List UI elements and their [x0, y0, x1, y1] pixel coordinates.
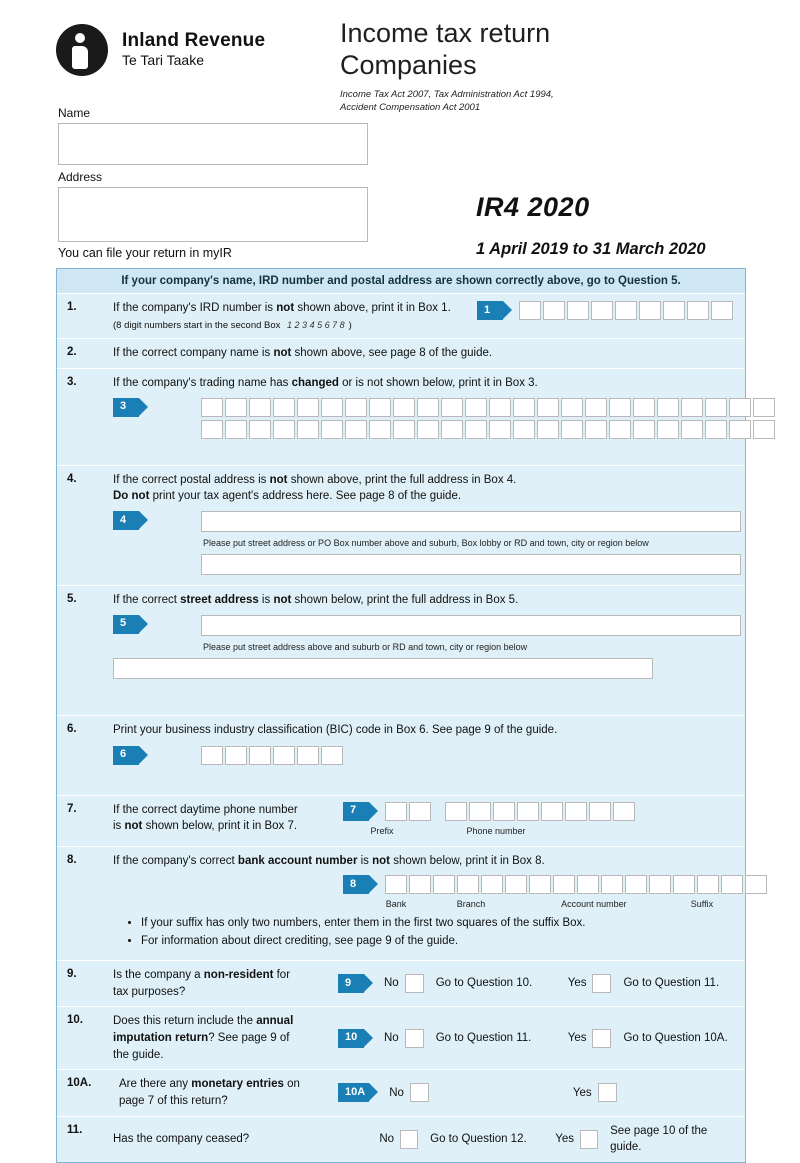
- trading-name-cell[interactable]: [417, 398, 439, 417]
- question-9-number: 9.: [67, 967, 77, 980]
- trading-name-cell[interactable]: [657, 420, 679, 439]
- bic-cell[interactable]: [249, 746, 271, 765]
- question-5-number: 5.: [67, 593, 77, 606]
- trading-name-cell[interactable]: [657, 398, 679, 417]
- ird-cell[interactable]: [519, 301, 541, 320]
- trading-name-row-2[interactable]: [201, 420, 777, 439]
- question-11-no-checkbox[interactable]: [400, 1130, 418, 1149]
- trading-name-cell[interactable]: [321, 398, 343, 417]
- ird-cell[interactable]: [663, 301, 685, 320]
- question-7: [57, 796, 745, 847]
- question-9-text-line2: tax purposes?: [113, 985, 186, 998]
- trading-name-cell[interactable]: [465, 420, 487, 439]
- box-5-tag: 5: [113, 615, 139, 634]
- suffix-caption: Suffix: [690, 899, 714, 910]
- trading-name-cell[interactable]: [393, 398, 415, 417]
- box-9-tag: 9: [338, 974, 364, 993]
- question-1-text: If the company's IRD number is not shown above, print it in Box 1.: [113, 302, 451, 314]
- question-10a-text-line2: page 7 of this return?: [119, 1094, 228, 1107]
- phone-cell[interactable]: [565, 802, 587, 821]
- org-name-maori: Te Tari Taake: [122, 52, 204, 69]
- question-7-number: 7.: [67, 802, 77, 815]
- bank-cell[interactable]: [385, 875, 407, 894]
- phone-caption: Phone number: [466, 825, 526, 836]
- trading-name-cell[interactable]: [297, 398, 319, 417]
- account-cell[interactable]: [577, 875, 599, 894]
- box-3-tag: 3: [113, 398, 139, 417]
- suffix-cells[interactable]: [697, 875, 769, 894]
- question-8-bullet-2: • For information about direct crediting, see page 9 of the guide.: [141, 933, 735, 950]
- trading-name-cell[interactable]: [513, 420, 535, 439]
- trading-name-cell[interactable]: [297, 420, 319, 439]
- question-11-yes-action: See page 10 of the guide.: [610, 1124, 708, 1154]
- account-cell[interactable]: [625, 875, 647, 894]
- phone-number-cells[interactable]: [445, 802, 637, 821]
- trading-name-cell[interactable]: [489, 420, 511, 439]
- address-label: Address: [58, 170, 103, 184]
- question-1-subtext: (8 digit numbers start in the second Box 1 2 3 4 5 6 7 8 ): [113, 319, 352, 331]
- phone-cell[interactable]: [541, 802, 563, 821]
- question-10a-text-line1: Are there any monetary entries on: [119, 1078, 300, 1091]
- trading-name-cell[interactable]: [681, 420, 703, 439]
- trading-name-cell[interactable]: [537, 398, 559, 417]
- account-cell[interactable]: [649, 875, 671, 894]
- question-11: [57, 1117, 745, 1162]
- question-2-number: 2.: [67, 346, 77, 359]
- question-10-text-line2: imputation return? See page 9 of: [113, 1031, 290, 1044]
- question-4-number: 4.: [67, 472, 77, 485]
- box-8-tag: 8: [343, 875, 369, 894]
- trading-name-cell[interactable]: [465, 398, 487, 417]
- prefix-caption: Prefix: [370, 825, 394, 836]
- question-11-text: Has the company ceased?: [113, 1132, 250, 1145]
- account-cell[interactable]: [529, 875, 551, 894]
- question-8-bullet-1: • If your suffix has only two numbers, enter them in the first two squares of the suffix Box.: [141, 915, 735, 932]
- question-6-number: 6.: [67, 722, 77, 735]
- ird-cell[interactable]: [567, 301, 589, 320]
- trading-name-cell[interactable]: [201, 420, 223, 439]
- questions-table: [56, 268, 746, 1163]
- trading-name-cell[interactable]: [705, 398, 727, 417]
- trading-name-cell[interactable]: [681, 398, 703, 417]
- question-3-text: If the company's trading name has changed or is not shown below, print it in Box 3.: [113, 377, 538, 390]
- account-cell[interactable]: [553, 875, 575, 894]
- bank-caption: Bank: [385, 899, 407, 910]
- org-name: Inland Revenue: [122, 30, 266, 52]
- question-4: [57, 466, 745, 586]
- question-11-number: 11.: [67, 1123, 83, 1136]
- trading-name-cell[interactable]: [345, 420, 367, 439]
- trading-name-cell[interactable]: [225, 398, 247, 417]
- branch-cell[interactable]: [481, 875, 503, 894]
- trading-name-cell[interactable]: [633, 420, 655, 439]
- question-10-text-line1: Does this return include the annual: [113, 1015, 294, 1028]
- myir-note: You can file your return in myIR: [58, 246, 232, 260]
- koru-logo-icon: [56, 24, 108, 76]
- question-10-yes-label: Yes: [567, 1031, 587, 1044]
- question-11-yes-checkbox[interactable]: [580, 1130, 598, 1149]
- trading-name-cell[interactable]: [201, 398, 223, 417]
- trading-name-cell[interactable]: [249, 420, 271, 439]
- form-title-line1: Income tax return: [340, 18, 551, 48]
- question-6: [57, 716, 745, 796]
- account-number-caption: Account number: [561, 899, 627, 910]
- bic-cell[interactable]: [321, 746, 343, 765]
- question-5-text: If the correct street address is not shown below, print the full address in Box 5.: [113, 594, 519, 607]
- question-10a-no-checkbox[interactable]: [410, 1083, 429, 1102]
- trading-name-cell[interactable]: [729, 420, 751, 439]
- ird-cell[interactable]: [615, 301, 637, 320]
- prefix-cell[interactable]: [409, 802, 431, 821]
- question-9-no-label: No: [384, 977, 399, 990]
- question-9-yes-action: Go to Question 11.: [623, 977, 720, 990]
- question-10-no-label: No: [384, 1031, 399, 1044]
- trading-name-cell[interactable]: [753, 420, 775, 439]
- branch-cell[interactable]: [433, 875, 455, 894]
- suffix-cell[interactable]: [721, 875, 743, 894]
- banner-note: If your company's name, IRD number and postal address are shown correctly above, go to Question 5.: [57, 269, 745, 294]
- box-7-tag: 7: [343, 802, 369, 821]
- form-title-line2: Companies: [340, 49, 477, 80]
- trading-name-cell[interactable]: [705, 420, 727, 439]
- question-3: [57, 369, 745, 466]
- question-10-no-checkbox[interactable]: [405, 1029, 424, 1048]
- question-10a-yes-checkbox[interactable]: [598, 1083, 617, 1102]
- question-9-yes-checkbox[interactable]: [592, 974, 611, 993]
- name-label: Name: [58, 106, 91, 120]
- question-9-yes-label: Yes: [567, 977, 587, 990]
- question-10a-number: 10A.: [67, 1077, 92, 1090]
- ird-cell[interactable]: [687, 301, 709, 320]
- ird-cell[interactable]: [543, 301, 565, 320]
- trading-name-cell[interactable]: [585, 420, 607, 439]
- phone-cell[interactable]: [589, 802, 611, 821]
- phone-cell[interactable]: [445, 802, 467, 821]
- ird-cell[interactable]: [591, 301, 613, 320]
- trading-name-cell[interactable]: [561, 398, 583, 417]
- trading-name-cell[interactable]: [393, 420, 415, 439]
- trading-name-cell[interactable]: [321, 420, 343, 439]
- question-11-yes-label: Yes: [555, 1132, 575, 1145]
- street-address-line-2[interactable]: [113, 658, 653, 679]
- address-input[interactable]: [58, 187, 368, 242]
- name-input[interactable]: [58, 123, 368, 165]
- name-field-group: [58, 106, 368, 165]
- trading-name-cell[interactable]: [441, 398, 463, 417]
- trading-name-cell[interactable]: [225, 420, 247, 439]
- suffix-cell[interactable]: [697, 875, 719, 894]
- trading-name-cell[interactable]: [513, 398, 535, 417]
- trading-name-cell[interactable]: [585, 398, 607, 417]
- trading-name-cell[interactable]: [753, 398, 775, 417]
- phone-cell[interactable]: [469, 802, 491, 821]
- question-5: [57, 586, 745, 716]
- bank-cells[interactable]: [385, 875, 433, 894]
- question-1: [57, 294, 745, 339]
- question-9-text-line1: Is the company a non-resident for: [113, 968, 291, 981]
- bic-code-cells[interactable]: [201, 746, 345, 765]
- question-10-no-action: Go to Question 11.: [435, 1031, 532, 1044]
- ird-cell[interactable]: [639, 301, 661, 320]
- question-6-text: Print your business industry classification (BIC) code in Box 6. See page 9 of the guide.: [113, 723, 558, 736]
- question-4-text: If the correct postal address is not shown above, print the full address in Box 4.: [113, 473, 517, 486]
- question-10a-no-label: No: [389, 1086, 404, 1099]
- question-10-yes-action: Go to Question 10A.: [623, 1031, 728, 1044]
- question-5-hint: Please put street address above and suburb or RD and town, city or region below: [203, 641, 528, 652]
- question-2-text: If the correct company name is not shown above, see page 8 of the guide.: [113, 347, 493, 360]
- form-title: [340, 18, 554, 114]
- trading-name-cell[interactable]: [537, 420, 559, 439]
- bank-cell[interactable]: [409, 875, 431, 894]
- phone-cell[interactable]: [613, 802, 635, 821]
- question-11-no-label: No: [379, 1132, 395, 1145]
- question-9: [57, 961, 745, 1007]
- postal-address-line-1[interactable]: [201, 511, 741, 532]
- inland-revenue-logo: [56, 24, 265, 76]
- bic-cell[interactable]: [297, 746, 319, 765]
- trading-name-cell[interactable]: [609, 398, 631, 417]
- account-number-cells[interactable]: [529, 875, 697, 894]
- branch-cells[interactable]: [433, 875, 529, 894]
- question-10a: [57, 1070, 745, 1116]
- bic-cell[interactable]: [201, 746, 223, 765]
- suffix-cell[interactable]: [745, 875, 767, 894]
- question-10: [57, 1007, 745, 1070]
- trading-name-cell[interactable]: [609, 420, 631, 439]
- trading-name-cell[interactable]: [441, 420, 463, 439]
- trading-name-cell[interactable]: [273, 420, 295, 439]
- address-field-group: [58, 170, 368, 242]
- postal-address-line-2[interactable]: [201, 554, 741, 575]
- question-9-no-checkbox[interactable]: [405, 974, 424, 993]
- acts-line2: Accident Compensation Act 2001: [340, 101, 481, 113]
- bic-cell[interactable]: [225, 746, 247, 765]
- branch-cell[interactable]: [505, 875, 527, 894]
- phone-prefix-cells[interactable]: [385, 802, 433, 821]
- question-4-text-line2: Do not print your tax agent's address here. See page 8 of the guide.: [113, 490, 462, 503]
- question-3-number: 3.: [67, 376, 77, 389]
- question-10a-yes-label: Yes: [572, 1086, 592, 1099]
- tax-period: 1 April 2019 to 31 March 2020: [476, 240, 706, 258]
- trading-name-cell[interactable]: [633, 398, 655, 417]
- question-8-number: 8.: [67, 853, 77, 866]
- form-code: IR4 2020: [476, 192, 590, 222]
- question-11-no-action: Go to Question 12.: [430, 1132, 527, 1145]
- phone-cell[interactable]: [493, 802, 515, 821]
- question-7-text-line1: If the correct daytime phone number: [113, 803, 298, 816]
- street-address-line-1[interactable]: [201, 615, 741, 636]
- branch-cell[interactable]: [457, 875, 479, 894]
- trading-name-cell[interactable]: [729, 398, 751, 417]
- account-cell[interactable]: [601, 875, 623, 894]
- account-cell[interactable]: [673, 875, 695, 894]
- question-1-number: 1.: [67, 301, 77, 313]
- question-10-number: 10.: [67, 1014, 83, 1027]
- trading-name-cell[interactable]: [489, 398, 511, 417]
- question-2: [57, 339, 745, 369]
- trading-name-cell[interactable]: [561, 420, 583, 439]
- question-8: [57, 847, 745, 961]
- branch-caption: Branch: [456, 899, 486, 910]
- trading-name-row-1[interactable]: [201, 398, 777, 417]
- bic-cell[interactable]: [273, 746, 295, 765]
- question-10-yes-checkbox[interactable]: [592, 1029, 611, 1048]
- prefix-cell[interactable]: [385, 802, 407, 821]
- question-7-text-line2: is not shown below, print it in Box 7.: [113, 820, 298, 833]
- trading-name-cell[interactable]: [345, 398, 367, 417]
- box-10a-tag: 10A: [338, 1083, 369, 1102]
- phone-cell[interactable]: [517, 802, 539, 821]
- box-6-tag: 6: [113, 746, 139, 765]
- trading-name-cell[interactable]: [249, 398, 271, 417]
- trading-name-cell[interactable]: [417, 420, 439, 439]
- question-9-no-action: Go to Question 10.: [435, 977, 533, 990]
- question-10-text-line3: the guide.: [113, 1048, 164, 1061]
- question-8-text: If the company's correct bank account number is not shown below, print it in Box 8.: [113, 854, 545, 867]
- trading-name-cell[interactable]: [369, 420, 391, 439]
- question-4-hint: Please put street address or PO Box number above and suburb, Box lobby or RD and town, city or region below: [203, 538, 649, 549]
- trading-name-cell[interactable]: [273, 398, 295, 417]
- acts-line1: Income Tax Act 2007, Tax Administration Act 1994,: [340, 88, 554, 100]
- box-1-tag: 1: [477, 301, 503, 320]
- box-10-tag: 10: [338, 1029, 364, 1048]
- ird-number-cells[interactable]: [519, 301, 735, 320]
- box-4-tag: 4: [113, 511, 139, 530]
- ird-cell[interactable]: [711, 301, 733, 320]
- trading-name-cell[interactable]: [369, 398, 391, 417]
